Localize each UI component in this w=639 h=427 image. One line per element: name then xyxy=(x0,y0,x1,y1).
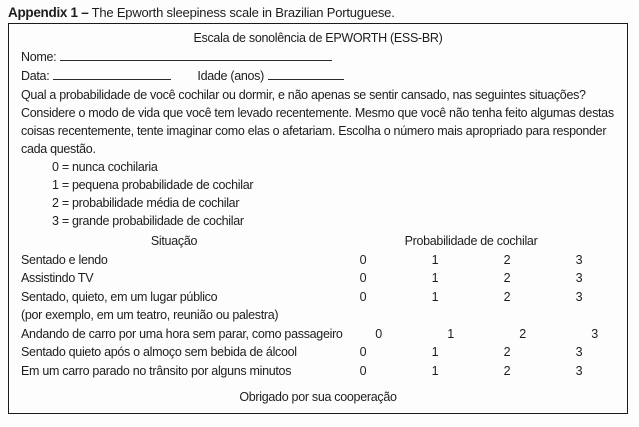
situation-row xyxy=(21,362,615,381)
score-value: 2 xyxy=(503,252,511,267)
thank-you-footer: Obrigado por sua cooperação xyxy=(239,390,397,404)
score-value: 0 xyxy=(359,271,367,285)
scale-option: 1 = pequena probabilidade de cochilar xyxy=(52,178,254,192)
score-value: 1 xyxy=(431,345,439,359)
name-blank-line xyxy=(60,49,332,61)
score-value: 3 xyxy=(575,289,583,304)
score-value: 2 xyxy=(503,271,511,285)
score-value: 3 xyxy=(575,271,583,285)
situation-row xyxy=(21,251,615,270)
situation-row xyxy=(21,288,615,325)
score-value: 0 xyxy=(375,326,382,341)
date-age-field-line xyxy=(21,67,615,86)
name-label: Nome: xyxy=(21,50,57,64)
score-value: 1 xyxy=(431,271,439,285)
situation-text: Sentado e lendo xyxy=(21,252,108,267)
situation-label xyxy=(21,343,327,362)
situation-text: Em um carro parado no trânsito por alguns minutos xyxy=(21,363,292,378)
date-label: Data: xyxy=(21,69,50,83)
situation-text: Andando de carro por uma hora sem parar, como passageiro xyxy=(21,326,343,341)
situation-row xyxy=(21,325,615,344)
scale-options-list xyxy=(52,158,615,230)
score-value: 1 xyxy=(431,289,439,304)
name-field-line xyxy=(21,48,615,67)
appendix-caption-label: Appendix 1 – xyxy=(8,5,89,20)
score-value: 0 xyxy=(359,252,367,267)
scale-option: 0 = nunca cochilaria xyxy=(52,160,158,174)
score-value: 3 xyxy=(575,363,583,378)
situations-table xyxy=(21,232,615,380)
probability-column-header: Probabilidade de cochilar xyxy=(404,234,538,248)
situation-column-header: Situação xyxy=(150,234,198,248)
table-body xyxy=(21,251,615,381)
situation-row xyxy=(21,343,615,362)
situation-text: Sentado quieto após o almoço sem bebida de álcool xyxy=(21,345,297,359)
score-value: 1 xyxy=(447,326,454,341)
form-title: Escala de sonolência de EPWORTH (ESS-BR) xyxy=(193,31,443,45)
situation-note: (por exemplo, em um teatro, reunião ou palestra) xyxy=(21,308,279,322)
table-header-row xyxy=(21,232,615,251)
score-value: 1 xyxy=(431,363,439,378)
score-value: 1 xyxy=(431,252,439,267)
appendix-caption xyxy=(8,5,395,20)
score-value: 0 xyxy=(359,363,367,378)
score-value: 3 xyxy=(575,345,583,359)
situation-row xyxy=(21,269,615,288)
instruction-line: coisas recentemente, tente imaginar como elas o afetariam. Escolha o número mais apropriado para responder xyxy=(21,124,607,138)
situation-label xyxy=(21,269,327,288)
score-value: 0 xyxy=(359,345,367,359)
questionnaire-box xyxy=(8,23,628,414)
score-value: 2 xyxy=(503,289,511,304)
appendix-caption-text: The Epworth sleepiness scale in Brazilian Portuguese. xyxy=(91,5,395,20)
situation-label xyxy=(21,325,343,344)
score-value: 2 xyxy=(519,326,526,341)
score-value: 2 xyxy=(503,363,511,378)
instruction-line: Considere o modo de vida que você tem levado recentemente. Mesmo que você não tenha feito algumas destas xyxy=(21,106,614,120)
situation-label xyxy=(21,288,327,325)
score-value: 0 xyxy=(359,289,367,304)
instructions-paragraph xyxy=(21,86,615,158)
scale-option: 3 = grande probabilidade de cochilar xyxy=(52,214,244,228)
age-label: Idade (anos) xyxy=(197,69,264,83)
score-value: 3 xyxy=(591,326,598,341)
situation-text: Sentado, quieto, em um lugar público xyxy=(21,289,218,304)
situation-text: Assistindo TV xyxy=(21,271,94,285)
score-value: 3 xyxy=(575,252,583,267)
scale-option: 2 = probabilidade média de cochilar xyxy=(52,196,240,210)
instruction-line: cada questão. xyxy=(21,142,96,156)
instruction-line: Qual a probabilidade de você cochilar ou dormir, e não apenas se sentir cansado, nas seguintes situações? xyxy=(21,88,586,102)
score-value: 2 xyxy=(503,345,511,359)
situation-label xyxy=(21,251,327,270)
date-blank-line xyxy=(53,68,171,80)
age-blank-line xyxy=(268,68,344,80)
situation-label xyxy=(21,362,327,381)
